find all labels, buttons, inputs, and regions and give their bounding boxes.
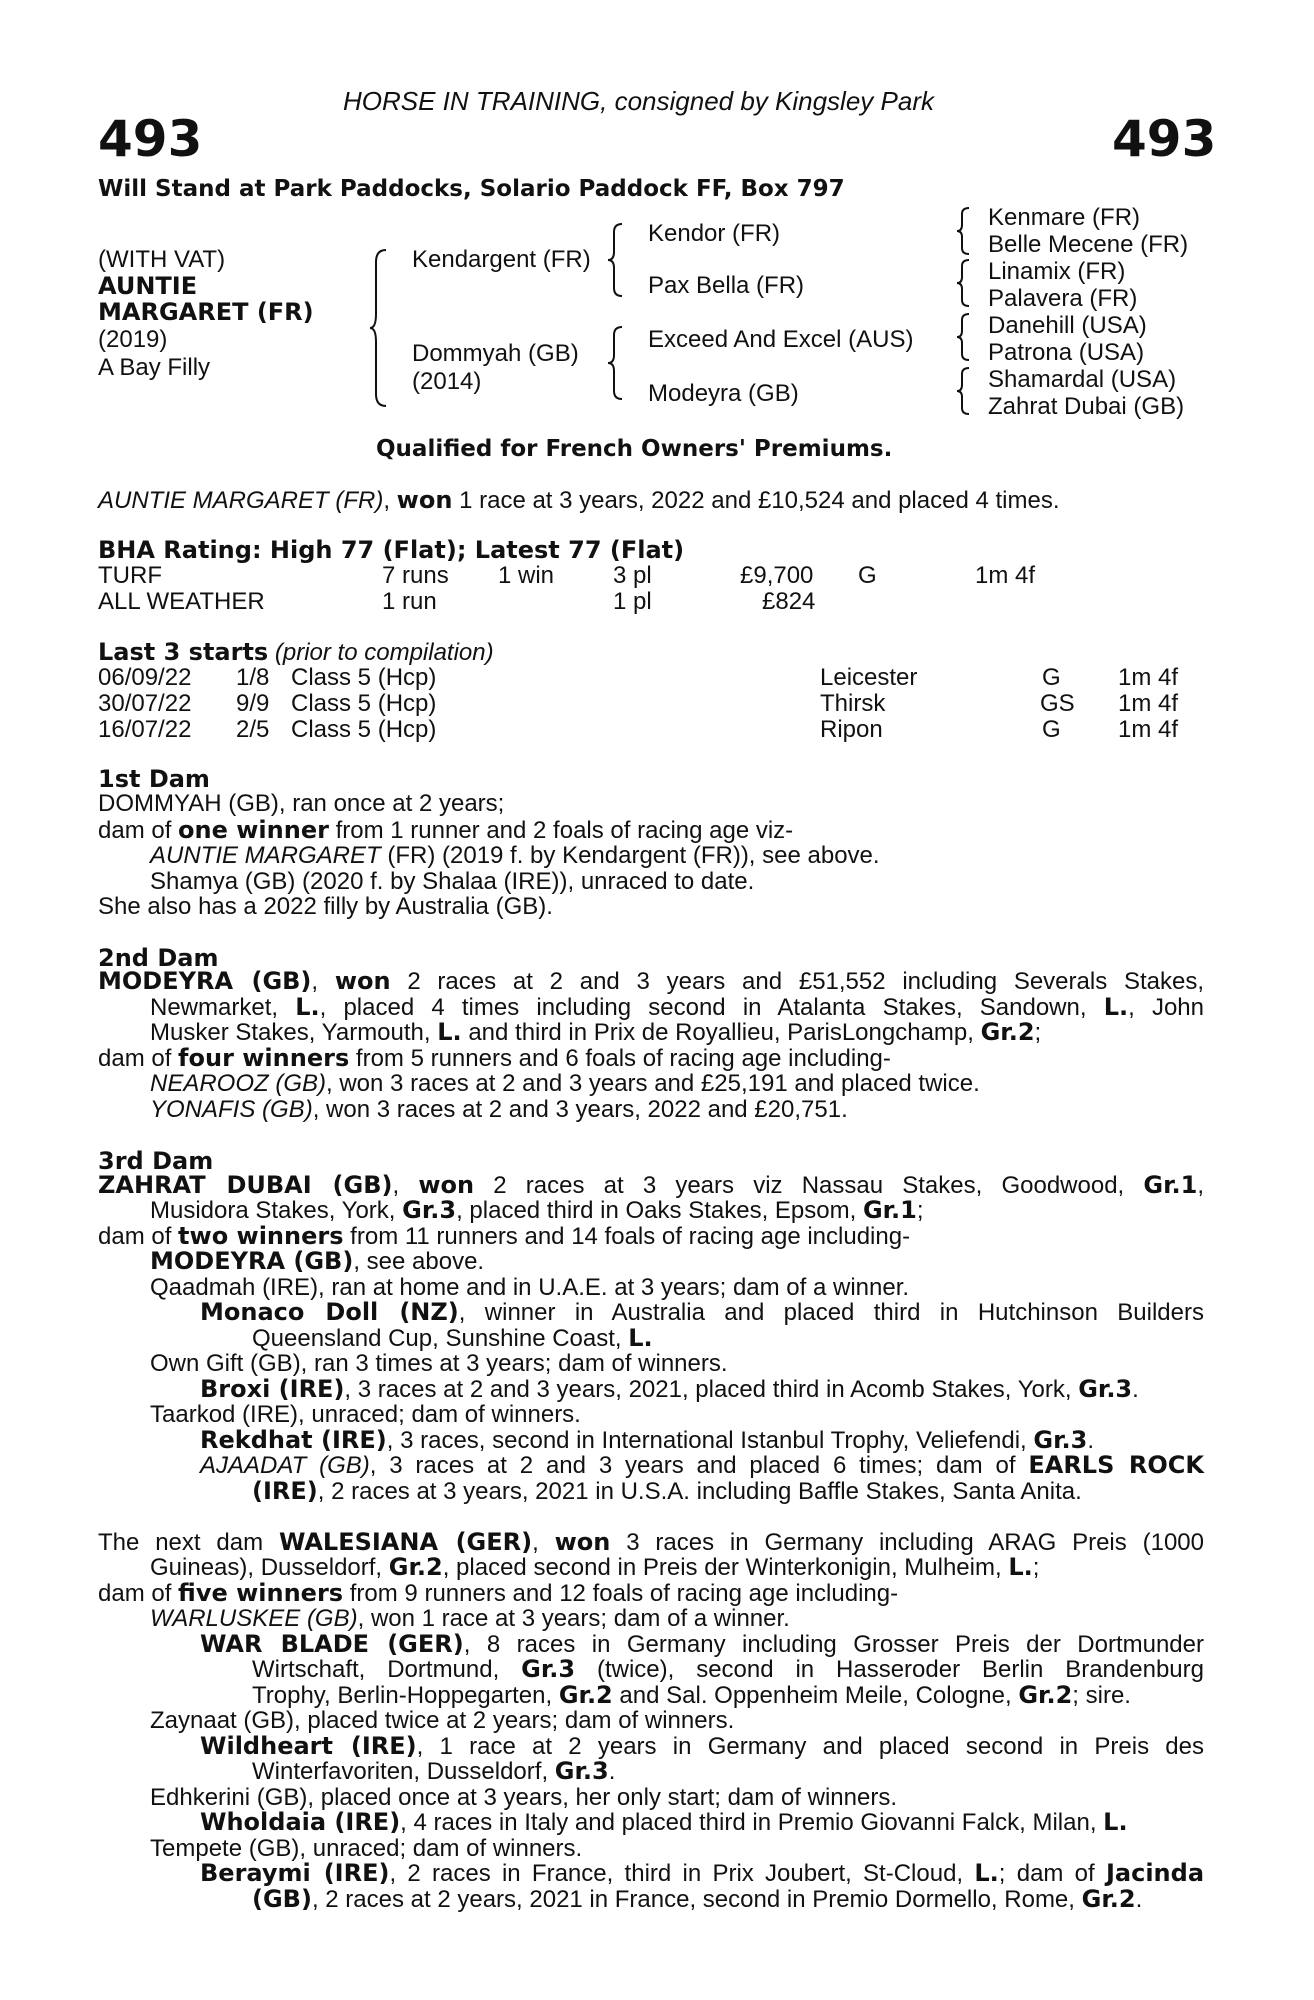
- consignment-line: HORSE IN TRAINING, consigned by Kingsley Park: [343, 86, 934, 116]
- dam1-line: AUNTIE MARGARET (FR) (2019 f. by Kendargent (FR)), see above.: [150, 842, 880, 869]
- nextdam-line: Wirtschaft, Dortmund, Gr.3 (twice), second in Hasseroder Berlin Brandenburg: [252, 1655, 1204, 1683]
- dam3-line: Own Gift (GB), ran 3 times at 3 years; dam of winners.: [150, 1350, 728, 1377]
- pedigree-brace-gs1: [955, 206, 973, 256]
- last-starts-note: (prior to compilation): [268, 639, 494, 666]
- start-dist: 1m 4f: [1118, 716, 1179, 743]
- dam1-line: Shamya (GB) (2020 f. by Shalaa (IRE)), unraced to date.: [150, 868, 755, 895]
- dam3-line: AJAADAT (GB), 3 races at 2 and 3 years and placed 6 times; dam of EARLS ROCK: [200, 1451, 1204, 1479]
- rating-turf-dist: 1m 4f: [975, 562, 1036, 589]
- nextdam-line: Tempete (GB), unraced; dam of winners.: [150, 1835, 583, 1862]
- start-pos: 9/9: [236, 690, 270, 717]
- nextdam-line: WARLUSKEE (GB), won 1 race at 3 years; dam of a winner.: [150, 1605, 790, 1632]
- dam3-heading: 3rd Dam: [98, 1147, 214, 1175]
- horse-name-line1: AUNTIE: [98, 272, 198, 300]
- pedigree-sire-dam: Pax Bella (FR): [648, 272, 805, 299]
- dam3-line: Monaco Doll (NZ), winner in Australia and placed third in Hutchinson Builders: [200, 1298, 1204, 1326]
- dam2-line: NEAROOZ (GB), won 3 races at 2 and 3 years and £25,191 and placed twice.: [150, 1070, 980, 1097]
- dam3-line: Queensland Cup, Sunshine Coast, L.: [252, 1324, 653, 1352]
- dam3-line: (IRE), 2 races at 3 years, 2021 in U.S.A. including Baffle Stakes, Santa Anita.: [252, 1477, 1082, 1505]
- dam2-line: Musker Stakes, Yarmouth, L. and third in Prix de Royallieu, ParisLongchamp, Gr.2;: [150, 1018, 1042, 1046]
- horse-name-line2: MARGARET (FR): [98, 298, 314, 326]
- start-pos: 2/5: [236, 716, 270, 743]
- dam3-line: ZAHRAT DUBAI (GB), won 2 races at 3 years viz Nassau Stakes, Goodwood, Gr.1,: [98, 1171, 1204, 1199]
- dam3-line: Qaadmah (IRE), ran at home and in U.A.E. at 3 years; dam of a winner.: [150, 1274, 910, 1301]
- lot-number-left: 493: [98, 110, 203, 168]
- start-course: Thirsk: [820, 690, 886, 717]
- pedigree-brace-gs4: [955, 366, 973, 416]
- nextdam-line: Wildheart (IRE), 1 race at 2 years in Germany and placed second in Preis des: [200, 1732, 1204, 1760]
- nextdam-line: dam of five winners from 9 runners and 12 foals of racing age including-: [98, 1579, 899, 1607]
- pedigree-dam: Dommyah (GB): [412, 340, 579, 367]
- start-date: 30/07/22: [98, 690, 192, 717]
- last-starts-title: Last 3 starts: [98, 638, 269, 666]
- nextdam-line: (GB), 2 races at 2 years, 2021 in France, second in Premio Dormello, Rome, Gr.2.: [252, 1885, 1143, 1913]
- start-dist: 1m 4f: [1118, 664, 1179, 691]
- rating-aw-surface: ALL WEATHER: [98, 588, 265, 615]
- horse-year: (2019): [98, 326, 168, 353]
- start-pos: 1/8: [236, 664, 270, 691]
- start-going: G: [1042, 716, 1061, 743]
- rating-turf-going: G: [858, 562, 877, 589]
- dam2-heading: 2nd Dam: [98, 944, 219, 972]
- pedigree-dds: Shamardal (USA): [988, 366, 1177, 393]
- pedigree-sss: Kenmare (FR): [988, 204, 1141, 231]
- summary-won: won: [396, 486, 453, 514]
- nextdam-line: Wholdaia (IRE), 4 races in Italy and placed third in Premio Giovanni Falck, Milan, L.: [200, 1808, 1128, 1836]
- dam2-line: dam of four winners from 5 runners and 6 foals of racing age including-: [98, 1044, 891, 1072]
- dam3-line: Broxi (IRE), 3 races at 2 and 3 years, 2021, placed third in Acomb Stakes, York, Gr.3.: [200, 1375, 1139, 1403]
- pedigree-sdd: Palavera (FR): [988, 285, 1138, 312]
- pedigree-brace-sire: [606, 222, 626, 298]
- dam1-line: She also has a 2022 filly by Australia (GB).: [98, 893, 553, 920]
- nextdam-line: The next dam WALESIANA (GER), won 3 races in Germany including ARAG Preis (1000: [98, 1528, 1204, 1556]
- pedigree-ddd: Zahrat Dubai (GB): [988, 393, 1185, 420]
- nextdam-line: Trophy, Berlin-Hoppegarten, Gr.2 and Sal. Oppenheim Meile, Cologne, Gr.2; sire.: [252, 1681, 1131, 1709]
- rating-turf-runs: 7 runs: [382, 562, 449, 589]
- rating-turf-wins: 1 win: [498, 562, 555, 589]
- nextdam-line: WAR BLADE (GER), 8 races in Germany including Grosser Preis der Dortmunder: [200, 1630, 1204, 1658]
- rating-aw-money: £824: [762, 588, 816, 615]
- pedigree-dsd: Patrona (USA): [988, 339, 1145, 366]
- nextdam-line: Beraymi (IRE), 2 races in France, third in Prix Joubert, St-Cloud, L.; dam of Jacinda: [200, 1859, 1205, 1887]
- nextdam-line: Edhkerini (GB), placed once at 3 years, her only start; dam of winners.: [150, 1784, 898, 1811]
- rating-turf-money: £9,700: [740, 562, 814, 589]
- pedigree-brace-gs3: [955, 312, 973, 362]
- rating-aw-pl: 1 pl: [613, 588, 652, 615]
- pedigree-dam-sire: Exceed And Excel (AUS): [648, 326, 914, 353]
- nextdam-line: Guineas), Dusseldorf, Gr.2, placed second in Preis der Winterkonigin, Mulheim, L.;: [150, 1553, 1040, 1581]
- race-summary: AUNTIE MARGARET (FR), won 1 race at 3 years, 2022 and £10,524 and placed 4 times.: [98, 486, 1060, 514]
- start-date: 06/09/22: [98, 664, 192, 691]
- pedigree-brace-main: [368, 248, 390, 408]
- dam3-line: Musidora Stakes, York, Gr.3, placed third in Oaks Stakes, Epsom, Gr.1;: [150, 1196, 924, 1224]
- pedigree-brace-dam: [606, 325, 626, 401]
- rating-turf-pl: 3 pl: [613, 562, 652, 589]
- dam1-line: dam of one winner from 1 runner and 2 foals of racing age viz-: [98, 816, 794, 844]
- pedigree-dam-year: (2014): [412, 368, 482, 395]
- start-dist: 1m 4f: [1118, 690, 1179, 717]
- dam3-line: dam of two winners from 11 runners and 14 foals of racing age including-: [98, 1222, 911, 1250]
- dam3-line: Rekdhat (IRE), 3 races, second in International Istanbul Trophy, Veliefendi, Gr.3.: [200, 1426, 1094, 1454]
- start-class: Class 5 (Hcp): [291, 690, 437, 717]
- stand-location: Will Stand at Park Paddocks, Solario Paddock FF, Box 797: [98, 176, 845, 202]
- dam3-line: MODEYRA (GB), see above.: [150, 1247, 485, 1275]
- dam2-line: YONAFIS (GB), won 3 races at 2 and 3 years, 2022 and £20,751.: [150, 1096, 848, 1123]
- vat-label: (WITH VAT): [98, 246, 226, 273]
- start-course: Ripon: [820, 716, 883, 743]
- pedigree-dam-dam: Modeyra (GB): [648, 380, 799, 407]
- summary-text: 1 race at 3 years, 2022 and £10,524 and placed 4 times.: [452, 487, 1060, 514]
- premium-note: Qualified for French Owners' Premiums.: [376, 436, 893, 462]
- horse-description: A Bay Filly: [98, 354, 211, 381]
- bha-rating: BHA Rating: High 77 (Flat); Latest 77 (Flat): [98, 536, 685, 564]
- summary-horse-name: AUNTIE MARGARET (FR): [98, 487, 384, 514]
- dam2-line: Newmarket, L., placed 4 times including second in Atalanta Stakes, Sandown, L., John: [150, 993, 1205, 1021]
- dam3-line: Taarkod (IRE), unraced; dam of winners.: [150, 1401, 581, 1428]
- pedigree-brace-gs2: [955, 258, 973, 308]
- pedigree-ssd: Belle Mecene (FR): [988, 231, 1189, 258]
- pedigree-dss: Danehill (USA): [988, 312, 1147, 339]
- lot-number-right: 493: [1112, 110, 1217, 168]
- pedigree-sire-sire: Kendor (FR): [648, 220, 781, 247]
- start-class: Class 5 (Hcp): [291, 716, 437, 743]
- rating-aw-runs: 1 run: [382, 588, 437, 615]
- start-date: 16/07/22: [98, 716, 192, 743]
- start-course: Leicester: [820, 664, 918, 691]
- last-starts-heading: [98, 638, 494, 667]
- start-class: Class 5 (Hcp): [291, 664, 437, 691]
- start-going: G: [1042, 664, 1061, 691]
- dam1-line: DOMMYAH (GB), ran once at 2 years;: [98, 790, 505, 817]
- nextdam-line: Zaynaat (GB), placed twice at 2 years; dam of winners.: [150, 1707, 735, 1734]
- dam2-line: MODEYRA (GB), won 2 races at 2 and 3 years and £51,552 including Severals Stakes,: [98, 967, 1204, 995]
- pedigree-sds: Linamix (FR): [988, 258, 1126, 285]
- rating-turf-surface: TURF: [98, 562, 162, 589]
- nextdam-line: Winterfavoriten, Dusseldorf, Gr.3.: [252, 1757, 616, 1785]
- pedigree-sire: Kendargent (FR): [412, 246, 591, 273]
- dam1-heading: 1st Dam: [98, 765, 210, 793]
- start-going: GS: [1040, 690, 1075, 717]
